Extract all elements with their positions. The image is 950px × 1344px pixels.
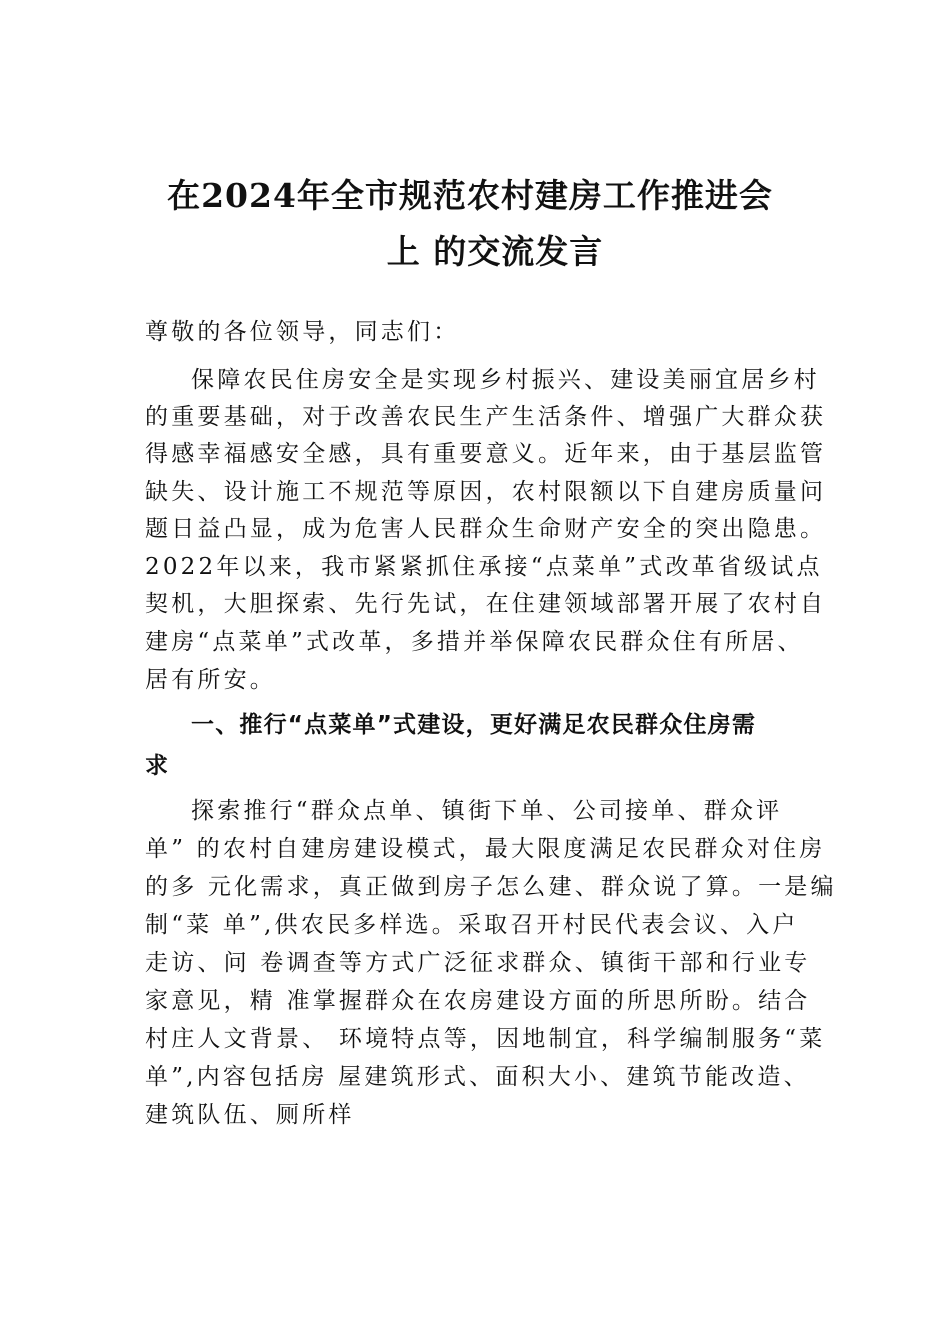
document-title-line-1: 在2024年全市规范农村建房工作推进会 bbox=[167, 176, 773, 215]
section-heading-1-continued: 求 bbox=[145, 753, 170, 779]
paragraph-2-line: 的多 元化需求，真正做到房子怎么建、群众说了算。一是编 bbox=[145, 874, 837, 900]
paragraph-2-line: 建筑队伍、厕所样 bbox=[145, 1102, 355, 1128]
paragraph-2-line: 村庄人文背景、 环境特点等，因地制宜，科学编制服务“菜 bbox=[145, 1026, 826, 1052]
paragraph-1-line: 得感幸福感安全感，具有重要意义。近年来，由于基层监管 bbox=[145, 441, 827, 467]
paragraph-2-line: 单”,内容包括房 屋建筑形式、面积大小、建筑节能改造、 bbox=[145, 1064, 810, 1090]
paragraph-2-line: 走访、问 卷调查等方式广泛征求群众、镇街干部和行业专 bbox=[145, 950, 811, 976]
paragraph-2-line: 家意见，精 准掌握群众在农房建设方面的所思所盼。结合 bbox=[145, 988, 811, 1014]
paragraph-1-line: 缺失、设计施工不规范等原因，农村限额以下自建房质量问 bbox=[145, 479, 827, 505]
paragraph-2-line: 制“菜 单”,供农民多样选。采取召开村民代表会议、入户 bbox=[145, 912, 799, 938]
paragraph-1-line: 居有所安。 bbox=[145, 667, 276, 693]
section-heading-1: 一、推行“点菜单”式建设，更好满足农民群众住房需 bbox=[191, 712, 757, 738]
paragraph-1-line: 建房“点菜单”式改革，多措并举保障农民群众住有所居、 bbox=[145, 629, 804, 655]
paragraph-2-line: 单” 的农村自建房建设模式，最大限度满足农民群众对住房 bbox=[145, 836, 826, 862]
document-title-line-2: 上 的交流发言 bbox=[386, 232, 604, 271]
paragraph-1-line: 保障农民住房安全是实现乡村振兴、建设美丽宜居乡村 bbox=[191, 367, 820, 393]
paragraph-1-line: 契机，大胆探索、先行先试，在住建领域部署开展了农村自 bbox=[145, 591, 827, 617]
paragraph-1-line: 题日益凸显，成为危害人民群众生命财产安全的突出隐患。 bbox=[145, 516, 827, 542]
paragraph-2-line: 探索推行“群众点单、镇街下单、公司接单、群众评 bbox=[191, 798, 783, 824]
paragraph-1-line: 的重要基础，对于改善农民生产生活条件、增强广大群众获 bbox=[145, 404, 827, 430]
paragraph-1-line: 2022年以来，我市紧紧抓住承接“点菜单”式改革省级试点 bbox=[145, 554, 823, 580]
salutation: 尊敬的各位领导，同志们： bbox=[145, 319, 460, 345]
